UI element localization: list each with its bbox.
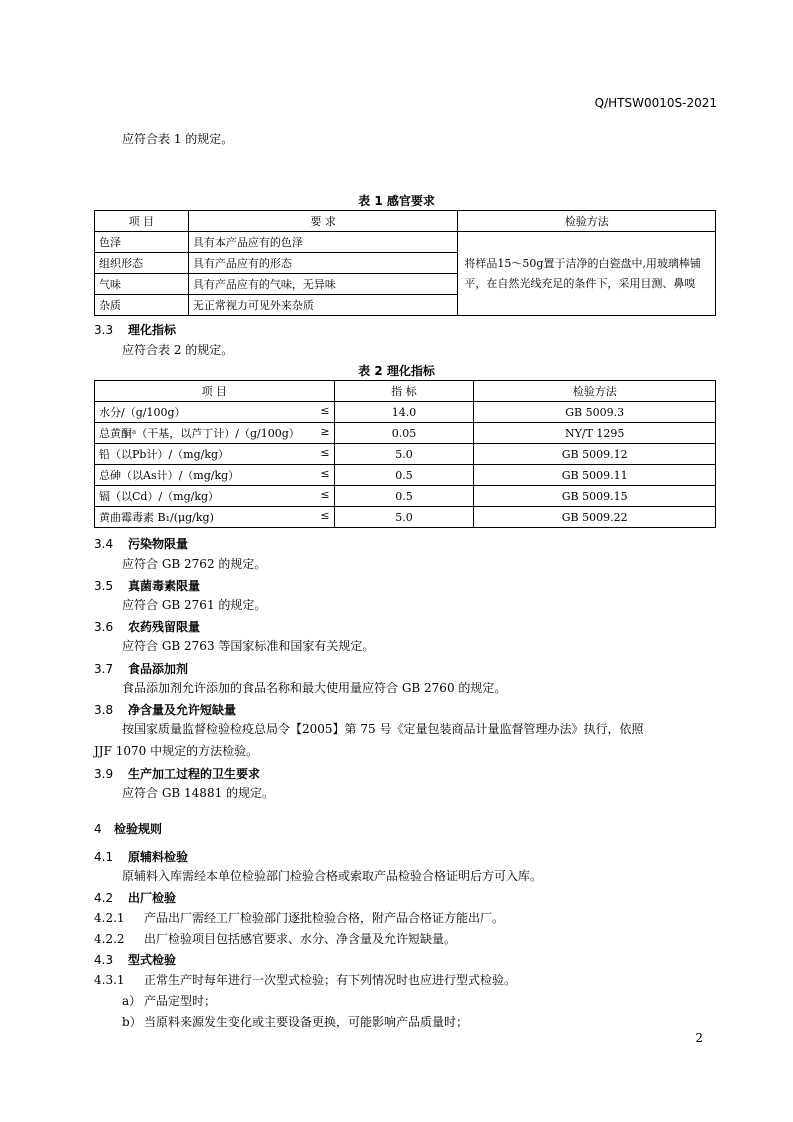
table1-caption: 表 1 感官要求 — [358, 194, 435, 208]
item-cell: 铅（以Pb计）/（mg/kg） ≤ — [95, 444, 335, 465]
section-text: 应符合表 2 的规定。 — [122, 343, 234, 357]
requirement-cell: 具有产品应有的气味，无异味 — [188, 274, 458, 295]
table-header-row — [95, 381, 716, 402]
chapter-heading: 4 检验规则 — [94, 822, 163, 836]
clause-text: 4.2.2 出厂检验项目包括感官要求、水分、净含量及允许短缺量。 — [94, 932, 457, 946]
table-row — [95, 423, 716, 444]
section-heading: 3.9 生产加工过程的卫生要求 — [94, 767, 261, 781]
clause-text: 4.2.1 产品出厂需经工厂检验部门逐批检验合格，附产品合格证方能出厂。 — [94, 911, 505, 925]
item-cell: 杂质 — [95, 295, 189, 316]
value-cell: 0.05 — [334, 423, 474, 444]
list-item: a） 产品定型时； — [122, 994, 217, 1008]
item-cell: 镉（以Cd）/（mg/kg） ≤ — [95, 486, 335, 507]
table-row — [95, 232, 716, 253]
item-cell: 色泽 — [95, 232, 189, 253]
section-heading: 4.3 型式检验 — [94, 953, 177, 967]
section-heading: 3.5 真菌毒素限量 — [94, 579, 201, 593]
method-cell: GB 5009.12 — [474, 444, 716, 465]
item-cell: 总砷（以As计）/（mg/kg） ≤ — [95, 465, 335, 486]
requirement-cell: 无正常视力可见外来杂质 — [188, 295, 458, 316]
value-cell: 5.0 — [334, 444, 474, 465]
standard-code: Q/HTSW0010S-2021 — [594, 96, 717, 110]
item-cell: 水分/（g/100g） ≤ — [95, 402, 335, 423]
section-text-continued: JJF 1070 中规定的方法检验。 — [94, 744, 259, 758]
header-indicator: 指 标 — [334, 381, 474, 402]
value-cell: 0.5 — [334, 465, 474, 486]
section-heading: 4.1 原辅料检验 — [94, 850, 189, 864]
item-cell: 黄曲霉毒素 B₁/(μg/kg) ≤ — [95, 507, 335, 528]
section-heading: 3.4 污染物限量 — [94, 537, 189, 551]
section-heading: 3.7 食品添加剂 — [94, 662, 189, 676]
item-cell: 组织形态 — [95, 253, 189, 274]
method-cell: GB 5009.15 — [474, 486, 716, 507]
table2-caption: 表 2 理化指标 — [358, 364, 435, 378]
value-cell: 14.0 — [334, 402, 474, 423]
value-cell: 0.5 — [334, 486, 474, 507]
method-cell: 将样品15～50g置于洁净的白瓷盘中,用玻璃棒铺平，在自然光线充足的条件下，采用目测、鼻嗅 — [458, 232, 716, 316]
section-text: 按国家质量监督检验检疫总局令【2005】第 75 号《定量包装商品计量监督管理办法》执行，依照 — [122, 722, 644, 736]
header-method: 检验方法 — [458, 211, 716, 232]
table-row — [95, 444, 716, 465]
method-cell: NY/T 1295 — [474, 423, 716, 444]
section-text: 应符合 GB 2763 等国家标准和国家有关规定。 — [122, 639, 375, 653]
item-cell: 气味 — [95, 274, 189, 295]
header-item: 项 目 — [95, 211, 189, 232]
section-text: 应符合 GB 2761 的规定。 — [122, 598, 267, 612]
section-text: 食品添加剂允许添加的食品名称和最大使用量应符合 GB 2760 的规定。 — [122, 681, 507, 695]
section-text: 原辅料入库需经本单位检验部门检验合格或索取产品检验合格证明后方可入库。 — [122, 869, 543, 883]
header-requirement: 要 求 — [188, 211, 458, 232]
section-text: 应符合 GB 14881 的规定。 — [122, 786, 275, 800]
value-cell: 5.0 — [334, 507, 474, 528]
section-heading: 3.6 农药残留限量 — [94, 620, 201, 634]
table-row — [95, 486, 716, 507]
intro-text: 应符合表 1 的规定。 — [122, 132, 234, 146]
page-number: 2 — [695, 1031, 703, 1045]
requirement-cell: 具有产品应有的形态 — [188, 253, 458, 274]
list-item: b） 当原料来源发生变化或主要设备更换，可能影响产品质量时； — [122, 1015, 469, 1029]
table-row — [95, 465, 716, 486]
table-row — [95, 507, 716, 528]
physicochemical-table — [94, 380, 716, 528]
header-method: 检验方法 — [474, 381, 716, 402]
section-text: 应符合 GB 2762 的规定。 — [122, 557, 267, 571]
clause-text: 4.3.1 正常生产时每年进行一次型式检验；有下列情况时也应进行型式检验。 — [94, 973, 517, 987]
item-cell: 总黄酮ᵃ（干基，以芦丁计）/（g/100g） ≥ — [95, 423, 335, 444]
sensory-table — [94, 210, 716, 316]
table-row — [95, 402, 716, 423]
section-heading: 3.8 净含量及允许短缺量 — [94, 703, 237, 717]
method-cell: GB 5009.3 — [474, 402, 716, 423]
header-item: 项 目 — [95, 381, 335, 402]
requirement-cell: 具有本产品应有的色泽 — [188, 232, 458, 253]
section-heading: 3.3 理化指标 — [94, 323, 177, 337]
section-heading: 4.2 出厂检验 — [94, 891, 177, 905]
method-cell: GB 5009.22 — [474, 507, 716, 528]
table-header-row — [95, 211, 716, 232]
method-cell: GB 5009.11 — [474, 465, 716, 486]
